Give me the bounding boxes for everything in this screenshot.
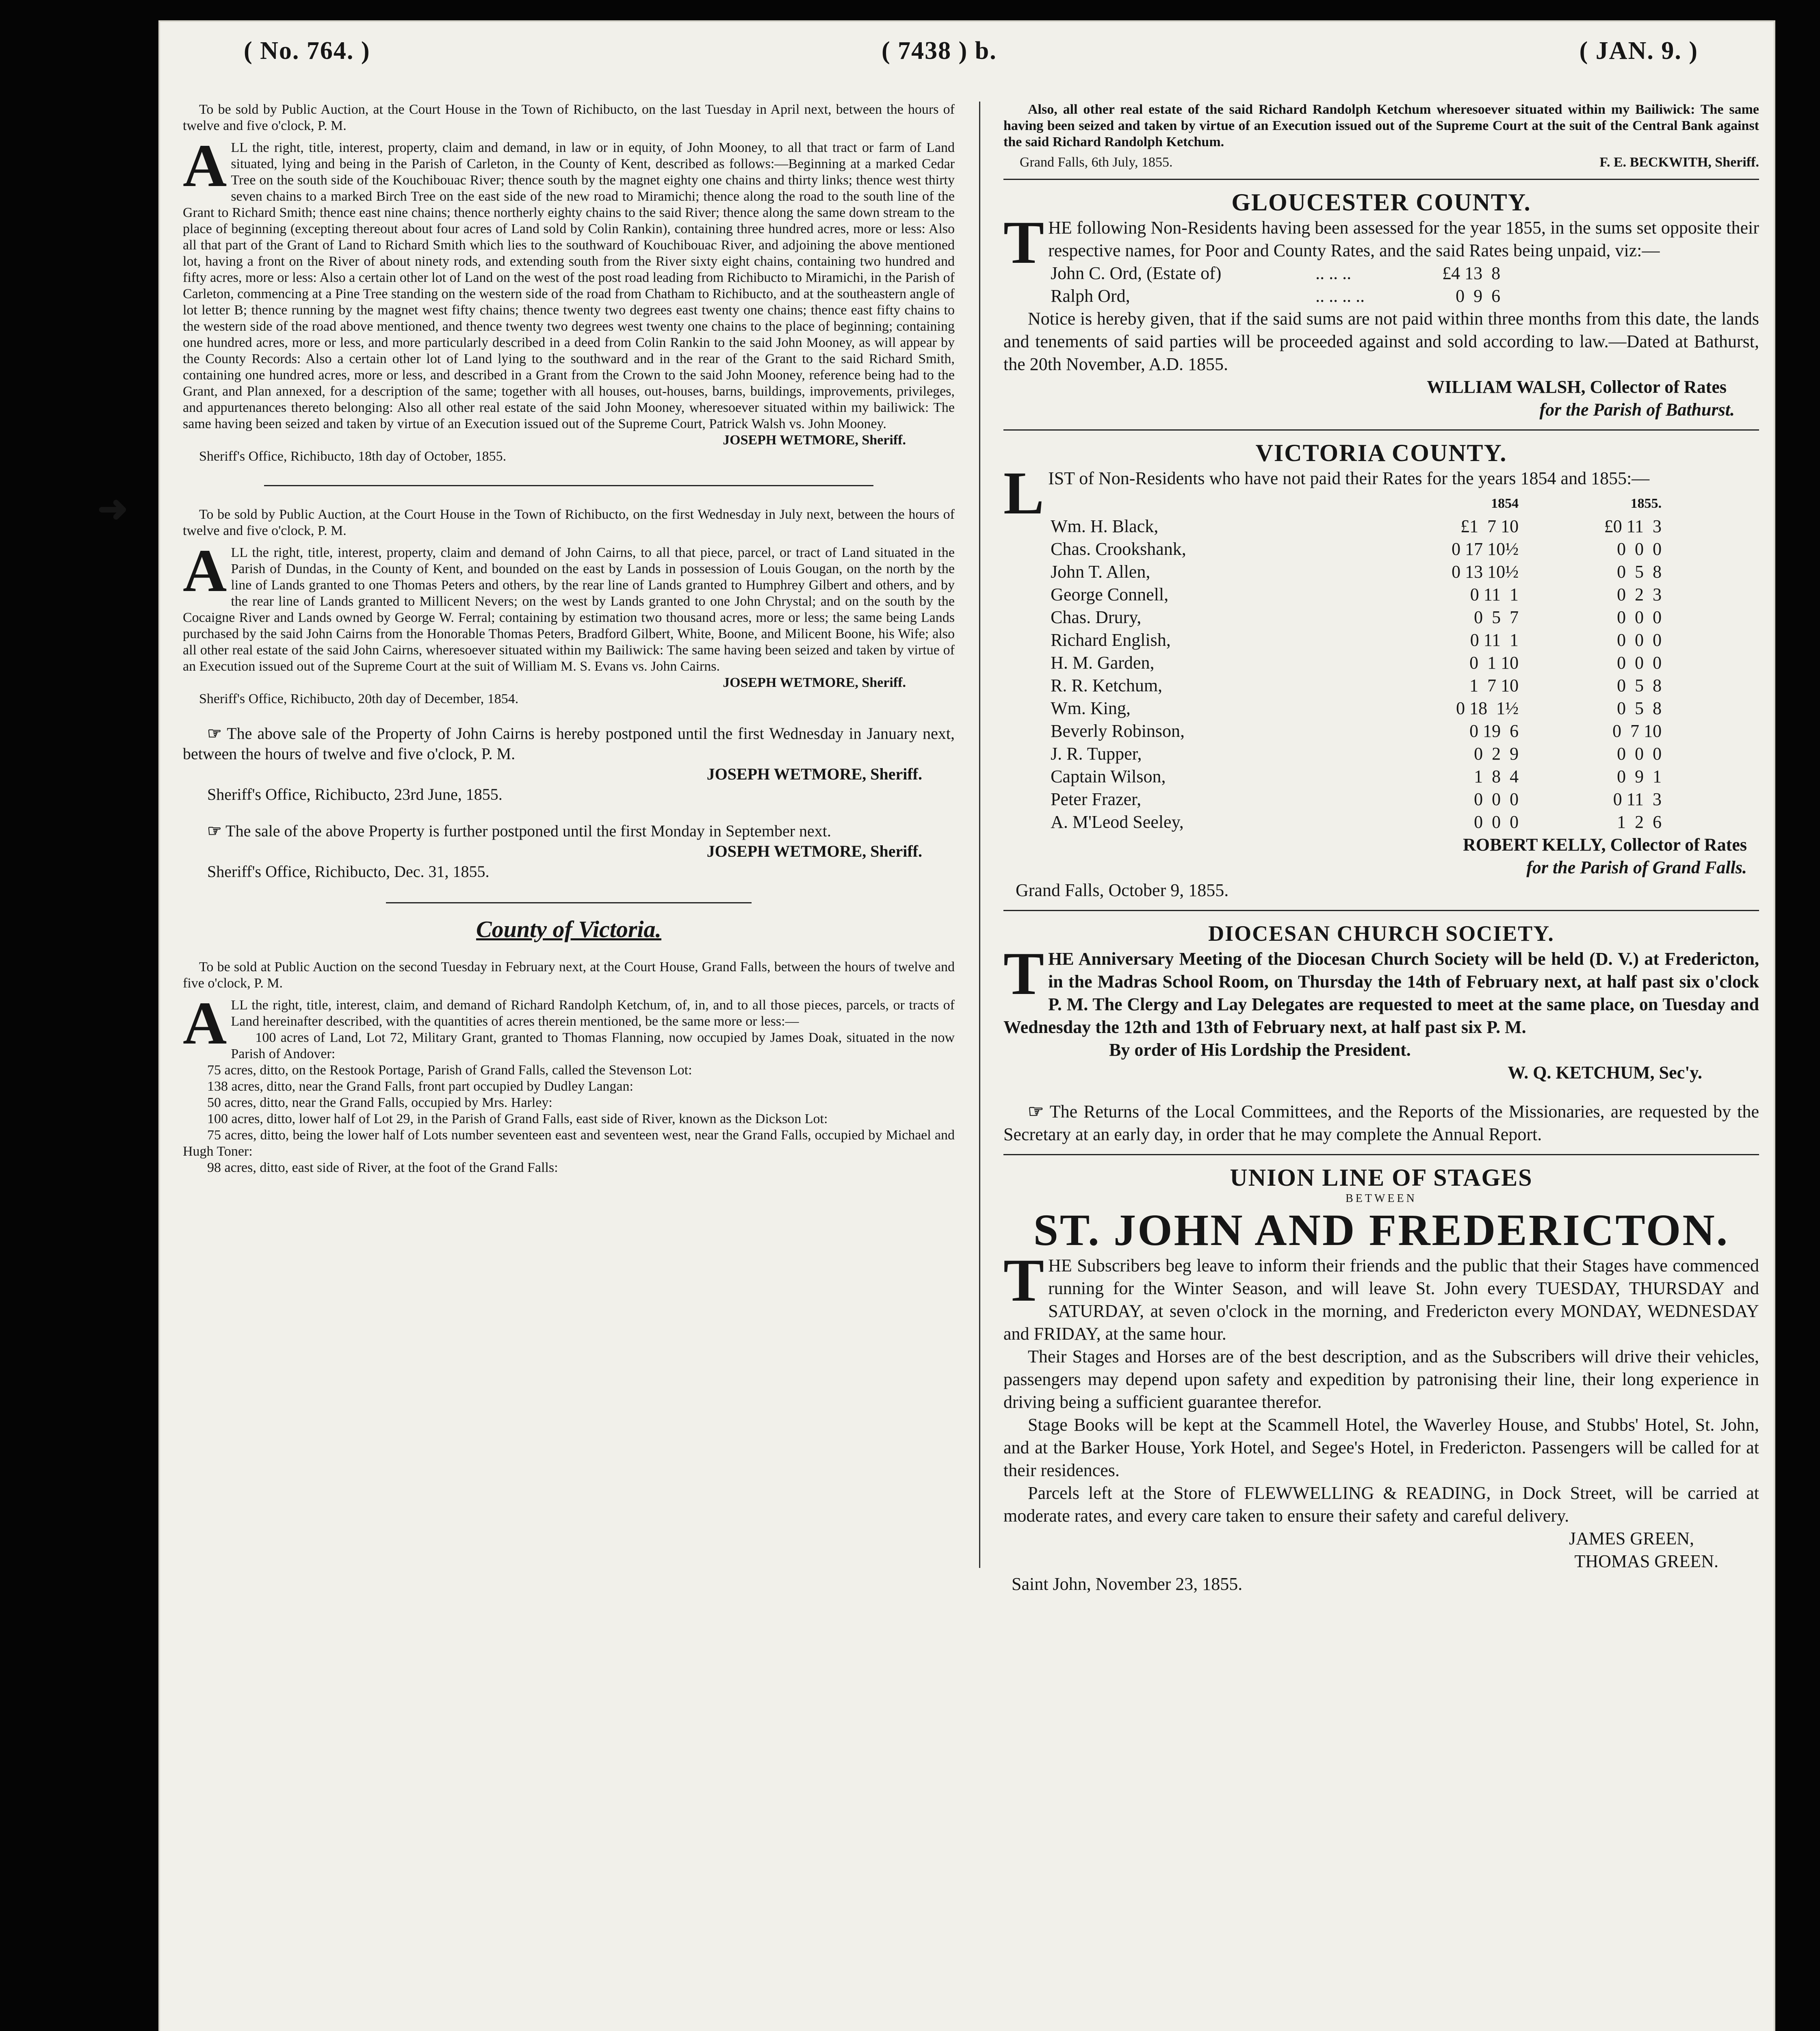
gloucester-title: GLOUCESTER COUNTY.: [1231, 189, 1531, 216]
place-date: Grand Falls, 6th July, 1855.: [1020, 155, 1173, 170]
amount-1854-cell: 0 11 1: [1470, 630, 1519, 650]
table-row: [1048, 515, 1664, 538]
divider: [1003, 429, 1759, 431]
column-divider: [979, 102, 980, 1568]
page-number: ( 7438 ) b.: [882, 37, 997, 65]
collector-parish: for the Parish of Grand Falls.: [1526, 857, 1747, 877]
office-date: Sheriff's Office, Richibucto, 18th day of October, 1855.: [199, 449, 507, 464]
notice-body: [1003, 1247, 1759, 1345]
amount-1854-cell: 0 18 1½: [1456, 698, 1519, 718]
table-row: [1048, 765, 1664, 788]
divider: [386, 902, 752, 903]
divider: [1003, 179, 1759, 180]
name-cell: R. R. Ketchum,: [1051, 676, 1163, 695]
amount-1855-cell: 0 7 10: [1612, 721, 1662, 741]
office-date: Sheriff's Office, Richibucto, 23rd June, 1855.: [207, 785, 503, 803]
proprietor-signature: JAMES GREEN,: [1569, 1529, 1694, 1548]
amount-1855-cell: 0 11 3: [1613, 789, 1662, 809]
table-row: [1048, 788, 1664, 811]
victoria-title: VICTORIA COUNTY.: [1255, 440, 1507, 466]
land-item: 100 acres, ditto, lower half of Lot 29, in the Parish of Grand Falls, east side of River, known as the Dickson Lot:: [207, 1111, 828, 1126]
land-item: 100 acres of Land, Lot 72, Military Grant, granted to Thomas Flanning, now occupied by James Doak, situated in the now Parish of Andover:: [231, 1030, 955, 1061]
table-row: [1048, 285, 1503, 307]
drop-cap: T: [1003, 209, 1044, 276]
amount-1854-cell: 0 17 10½: [1452, 539, 1519, 559]
sheriff-signature: F. E. BECKWITH, Sheriff.: [1599, 155, 1759, 170]
office-date: Sheriff's Office, Richibucto, 20th day of December, 1854.: [199, 691, 519, 706]
table-row: [1048, 652, 1664, 674]
name-cell: John C. Ord, (Estate of): [1051, 263, 1222, 283]
table-row: [1048, 743, 1664, 765]
notice-text: LL the right, title, interest, property, claim and demand of John Cairns, to all that piece, parcel, or tract of Land situated in the Parish of Dundas, in the County of Kent, and bounded on the east by Lands in possession of Louis Gougan, on the north by the line of Lands granted to one Thomas Peters and others, by the rear line of Lands granted to Humphrey Gilbert and others, and by the rear line of Lands granted to Millicent Nevers; on the west by Lands granted to one John Chrystal; and on the south by the Cocaigne River and Lands owned by George W. Ferral; containing by estimation two thousand acres, more or less; the same being Lands purchased by the said John Cairns from the Honorable Thomas Peters, Bradford Gilbert, White, Boone, and Milicent Boone, his Wife; also all other real estate of the said John Cairns, wheresoever situated within my Bailiwick: The same having been seized and taken by virtue of an Execution issued out of the Supreme Court at the suit of William M. S. Evans vs. John Cairns.: [183, 545, 955, 674]
notice-text: HE following Non-Residents having been assessed for the year 1855, in the sums set opposite their respective names, for Poor and County Rates, and the said Rates being unpaid, viz:—: [1048, 218, 1759, 260]
amount-1854-cell: 0 0 0: [1474, 789, 1519, 809]
stages-paragraph: Their Stages and Horses are of the best description, and as the Subscribers will drive their vehicles, passengers may depend upon safety and expedition by patronising their line, their long experience in driving being a sufficient guarantee therefor.: [1003, 1347, 1759, 1412]
table-row: [1048, 262, 1503, 285]
table-row: [1048, 538, 1664, 561]
notice-body: [1003, 940, 1759, 1039]
collector-signature: WILLIAM WALSH, Collector of Rates: [1427, 377, 1727, 397]
table-row: [1048, 697, 1664, 720]
name-cell: George Connell,: [1051, 585, 1169, 604]
office-date: Sheriff's Office, Richibucto, Dec. 31, 1855.: [207, 862, 490, 881]
divider: [1003, 1154, 1759, 1155]
proprietor-signature: THOMAS GREEN.: [1574, 1551, 1718, 1571]
name-cell: Chas. Drury,: [1051, 607, 1142, 627]
table-header-row: [1048, 492, 1664, 515]
name-cell: John T. Allen,: [1051, 562, 1150, 582]
between-label: BETWEEN: [1346, 1192, 1417, 1205]
victoria-county-notice: [1003, 439, 1759, 902]
table-row: [1048, 811, 1664, 834]
year-1854-header: 1854: [1491, 496, 1519, 511]
sheriff-signature: JOSEPH WETMORE, Sheriff.: [723, 675, 906, 690]
drop-cap: L: [1003, 459, 1044, 527]
stages-title: UNION LINE OF STAGES: [1230, 1164, 1533, 1191]
amount-1855-cell: 0 5 8: [1617, 562, 1662, 582]
amount-cell: 0 9 6: [1456, 286, 1501, 306]
drop-cap: T: [1003, 1247, 1044, 1314]
notice-text: LL the right, title, interest, property, claim and demand, in law or in equity, of John Mooney, to all that tract or farm of Land situated, lying and being in the Parish of Carleton, in the County of Kent, described as follows:—Beginning at a marked Cedar Tree on the south side of the Kouchibouac River; thence south by the magnet eighty one chains and thirty links; thence west thirty seven chains to a marked Birch Tree on the east side of the new road to Miramichi; thence along the road to the south line of the Grant to Richard Smith; thence east nine chains; thence northerly eighty chains to the said River; thence along the same down stream to the place of beginning (excepting thereout about four acres of Land sold by Colin Rankin), containing three hundred acres, more or less: Also all that part of the Grant of Land to Richard Smith which lies to the southward of Kouchibouac River, and adjoining the above mentioned lot, having a front on the River of about ninety rods, and extending south from the River sixty eight chains, containing two hundred and fifty acres, more or less: Also a certain other lot of Land on the west of the post road leading from Richibucto to Miramichi, in the Parish of Carleton, commencing at a Pine Tree standing on the western side of the road from Chatham to Richibucto, and at the southeastern angle of lot letter B; thence running by the magnet west fifty chains; thence twenty two degrees east twenty one chains; thence east fifty chains to the western side of the road above mentioned, and thence twenty two degrees west twenty one chains to the place of beginning; containing one hundred acres, more or less, and more particularly described in a deed from Colin Rankin to the said John Mooney, as will appear by the County Records: Also a certain other lot of Land lying to the southward and in the rear of the Grant to the said Richard Smith, containing one hundred acres, more or less, and described in a Grant from the Crown to the said John Mooney, reference being had to the Grant, and Plan annexed, for a description of the same; together with all houses, out-houses, barns, buildings, improvements, privileges, and appurtenances thereto belonging: Also all other real estate of the said John Mooney, wheresoever situated within my bailiwick: The same having been seized and taken by virtue of an Execution issued out of the Supreme Court, Patrick Walsh vs. John Mooney.: [183, 140, 955, 431]
table-row: [1048, 629, 1664, 652]
sheriff-signature: JOSEPH WETMORE, Sheriff.: [706, 842, 922, 860]
continuation-text: Also, all other real estate of the said Richard Randolph Ketchum wheresoever situated within my Bailiwick: The same having been seized and taken by virtue of an Execution issued out of the Supreme Court at the suit of the Central Bank against the said Richard Randolph Ketchum.: [1003, 102, 1759, 149]
amount-1855-cell: 0 5 8: [1617, 676, 1662, 695]
amount-1854-cell: 0 1 10: [1469, 653, 1519, 673]
secretary-signature: W. Q. KETCHUM, Sec'y.: [1508, 1063, 1702, 1083]
newspaper-page: [98, 20, 1775, 2031]
postponement-notice: [183, 821, 955, 841]
notice-text: HE Anniversary Meeting of the Diocesan Church Society will be held (D. V.) at Fredericton, in the Madras School Room, on Thursday the 14th of February next, at half past six o'clock P. M. The Clergy and Lay Delegates are requested to meet at the same place, on Tuesday and Wednesday the 12th and 13th of February next, at half past six P. M.: [1003, 949, 1759, 1037]
notice-text: HE Subscribers beg leave to inform their friends and the public that their Stages have commenced running for the Winter Season, and will leave St. John every TUESDAY, THURSDAY and SATURDAY, at seven o'clock in the morning, and Fredericton every MONDAY, WEDNESDAY and FRIDAY, at the same hour.: [1003, 1256, 1759, 1344]
gloucester-county-notice: [1003, 188, 1759, 421]
pointing-hand-icon: ☞: [1028, 1102, 1044, 1122]
amount-1854-cell: 1 8 4: [1474, 766, 1519, 786]
notice-intro: To be sold by Public Auction, at the Court House in the Town of Richibucto, on the last Tuesday in April next, between the hours of twelve and five o'clock, P. M.: [183, 102, 955, 133]
place-date: Saint John, November 23, 1855.: [1012, 1574, 1243, 1594]
stages-paragraph: Parcels left at the Store of FLEWWELLING & READING, in Dock Street, will be carried at moderate rates, and every care taken to ensure their safety and careful delivery.: [1003, 1483, 1759, 1526]
route-title: ST. JOHN AND FREDERICTON.: [1033, 1205, 1729, 1255]
name-cell: J. R. Tupper,: [1051, 744, 1142, 764]
diocesan-society-notice: [1003, 919, 1759, 1146]
amount-1855-cell: 0 0 0: [1617, 744, 1662, 764]
issue-number: ( No. 764. ): [244, 37, 370, 65]
table-row: [1048, 583, 1664, 606]
amount-1855-cell: 0 0 0: [1617, 653, 1662, 673]
amount-1854-cell: 0 19 6: [1469, 721, 1519, 741]
land-item: 75 acres, ditto, on the Restook Portage, Parish of Grand Falls, called the Stevenson Lot:: [207, 1063, 692, 1078]
notice-intro: To be sold by Public Auction, at the Court House in the Town of Richibucto, on the first Wednesday in July next, between the hours of twelve and five o'clock, P. M.: [183, 507, 955, 538]
drop-cap: A: [183, 990, 227, 1057]
land-item: 98 acres, ditto, east side of River, at the foot of the Grand Falls:: [207, 1160, 558, 1175]
amount-1854-cell: 0 2 9: [1474, 744, 1519, 764]
notice-text: IST of Non-Residents who have not paid their Rates for the years 1854 and 1855:—: [1048, 468, 1650, 488]
collector-signature: ROBERT KELLY, Collector of Rates: [1463, 835, 1747, 855]
ketchum-continuation: [1003, 102, 1759, 171]
left-column: [183, 102, 955, 1176]
amount-1854-cell: 0 5 7: [1474, 607, 1519, 627]
order-line: By order of His Lordship the President.: [1109, 1040, 1411, 1060]
amount-1855-cell: 0 5 8: [1617, 698, 1662, 718]
place-date: Grand Falls, October 9, 1855.: [1016, 880, 1229, 900]
stages-paragraph: Stage Books will be kept at the Scammell Hotel, the Waverley House, and Stubbs' Hotel, St. John, and at the Barker House, York Hotel, and Segee's Hotel, in Fredericton. Passengers will be called for at their residences.: [1003, 1415, 1759, 1480]
notice-paragraph: Notice is hereby given, that if the said sums are not paid within three months from this date, the lands and tenements of said parties will be proceeded against and sold according to law.—Dated at Bathurst, the 20th November, A.D. 1855.: [1003, 309, 1759, 374]
continuation-footer: [1003, 154, 1759, 171]
pointing-hand-icon: ☞: [207, 822, 222, 840]
name-cell: Chas. Crookshank,: [1051, 539, 1186, 559]
notice-text: LL the right, title, interest, claim, and demand of Richard Randolph Ketchum, of, in, and to all those pieces, parcels, or tracts of Land hereinafter described, with the quantities of acres therein mentioned, be the same more or less:—: [231, 998, 955, 1029]
drop-cap: T: [1003, 940, 1044, 1007]
amount-1854-cell: 0 11 1: [1470, 585, 1519, 604]
amount-cell: £4 13 8: [1442, 263, 1501, 283]
notice-intro: To be sold at Public Auction on the second Tuesday in February next, at the Court House, Grand Falls, between the hours of twelve and five o'clock, P. M.: [183, 959, 955, 991]
amount-1855-cell: 0 0 0: [1617, 539, 1662, 559]
year-1855-header: 1855.: [1630, 496, 1662, 511]
county-of-victoria-heading: County of Victoria.: [476, 916, 661, 942]
amount-1854-cell: 0 0 0: [1474, 812, 1519, 832]
stages-advertisement: [1003, 1163, 1759, 1596]
divider: [264, 485, 873, 486]
drop-cap: A: [183, 132, 227, 199]
diocesan-title: DIOCESAN CHURCH SOCIETY.: [1208, 921, 1554, 946]
amount-1855-cell: 0 2 3: [1617, 585, 1662, 604]
amount-1855-cell: 0 0 0: [1617, 607, 1662, 627]
notice-body: [183, 132, 955, 432]
amount-1855-cell: 1 2 6: [1617, 812, 1662, 832]
right-column: [1003, 102, 1759, 1596]
sheriff-signature: JOSEPH WETMORE, Sheriff.: [706, 765, 922, 783]
leader-dots: .. .. ..: [1315, 263, 1352, 283]
land-item: 75 acres, ditto, being the lower half of Lots number seventeen east and seventeen west, near the Grand Falls, occupied by Michael and Hugh Toner:: [183, 1128, 955, 1159]
table-row: [1048, 674, 1664, 697]
amount-1854-cell: 0 13 10½: [1452, 562, 1519, 582]
margin-mark: ➜: [98, 489, 128, 529]
collector-parish: for the Parish of Bathurst.: [1539, 400, 1735, 420]
notice-body: [183, 537, 955, 675]
amount-1854-cell: £1 7 10: [1460, 516, 1519, 536]
postponement-text: The above sale of the Property of John Cairns is hereby postponed until the first Wednesday in January next, between the hours of twelve and five o'clock, P. M.: [183, 724, 955, 763]
pointing-hand-icon: ☞: [207, 724, 222, 743]
name-cell: A. M'Leod Seeley,: [1051, 812, 1184, 832]
table-row: [1048, 561, 1664, 583]
non-residents-table: [1048, 492, 1664, 834]
divider: [1003, 910, 1759, 911]
postponement-notice: [183, 723, 955, 764]
postponement-text: The sale of the above Property is further postponed until the first Monday in September next.: [225, 822, 831, 840]
table-row: [1048, 606, 1664, 629]
land-item: 50 acres, ditto, near the Grand Falls, occupied by Mrs. Harley:: [207, 1095, 552, 1110]
amount-1855-cell: £0 11 3: [1604, 516, 1662, 536]
leader-dots: .. .. .. ..: [1315, 286, 1365, 306]
returns-note: [1003, 1100, 1759, 1146]
name-cell: Wm. H. Black,: [1051, 516, 1159, 536]
mooney-sale-notice: [183, 102, 955, 465]
amount-1855-cell: 0 9 1: [1617, 766, 1662, 786]
drop-cap: A: [183, 537, 227, 604]
note-text: The Returns of the Local Committees, and the Reports of the Missionaries, are requested by the Secretary at an early day, in order that he may complete the Annual Report.: [1003, 1102, 1759, 1144]
name-cell: Ralph Ord,: [1051, 286, 1130, 306]
name-cell: Captain Wilson,: [1051, 766, 1166, 786]
ketchum-sale-notice: [183, 916, 955, 1176]
amount-1855-cell: 0 0 0: [1617, 630, 1662, 650]
issue-date: ( JAN. 9. ): [1579, 37, 1698, 65]
assessment-table: [1048, 262, 1503, 307]
name-cell: Peter Frazer,: [1051, 789, 1142, 809]
name-cell: Beverly Robinson,: [1051, 721, 1185, 741]
name-cell: Wm. King,: [1051, 698, 1131, 718]
land-item: 138 acres, ditto, near the Grand Falls, front part occupied by Dudley Langan:: [207, 1079, 633, 1094]
sheriff-signature: JOSEPH WETMORE, Sheriff.: [723, 433, 906, 448]
cairns-sale-notice: [183, 507, 955, 882]
table-row: [1048, 720, 1664, 743]
name-cell: H. M. Garden,: [1051, 653, 1155, 673]
name-cell: Richard English,: [1051, 630, 1171, 650]
amount-1854-cell: 1 7 10: [1469, 676, 1519, 695]
